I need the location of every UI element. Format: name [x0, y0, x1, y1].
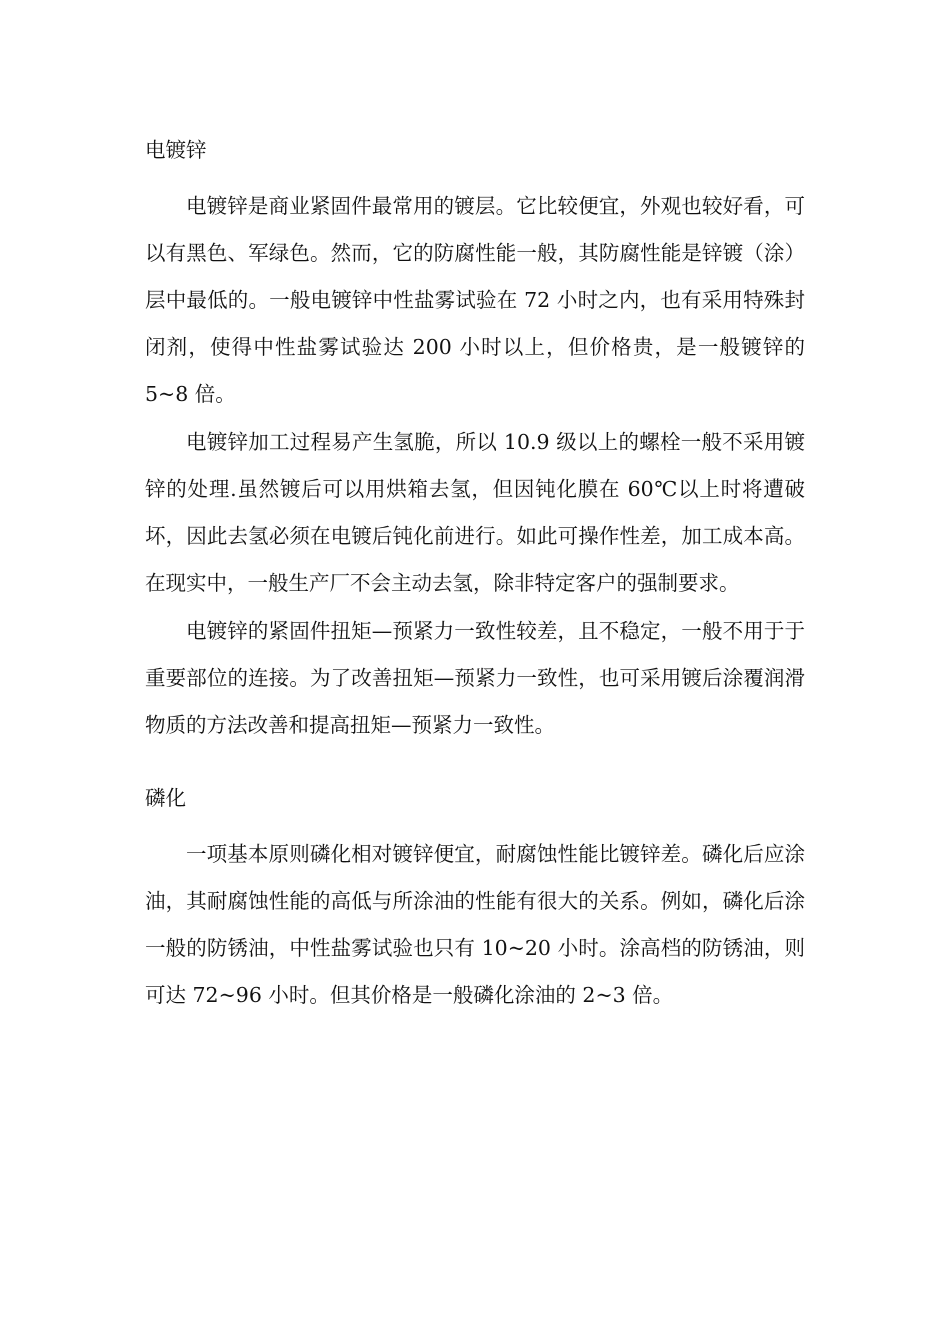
paragraph: 一项基本原则磷化相对镀锌便宜，耐腐蚀性能比镀锌差。磷化后应涂油，其耐腐蚀性能的高低与所涂油的性能有很大的关系。例如，磷化后涂一般的防锈油，中性盐雾试验也只有 10~20 小时。涂高档的防锈油，则可达 72~96 小时。但其价格是一般磷化涂油的 2~3 倍。: [145, 842, 805, 1007]
document-page: [145, 131, 805, 1019]
paragraph: 电镀锌的紧固件扭矩—预紧力一致性较差，且不稳定，一般不用于于重要部位的连接。为了改善扭矩—预紧力一致性，也可采用镀后涂覆润滑物质的方法改善和提高扭矩—预紧力一致性。: [145, 619, 805, 737]
paragraph: 电镀锌是商业紧固件最常用的镀层。它比较便宜，外观也较好看，可以有黑色、军绿色。然而，它的防腐性能一般，其防腐性能是锌镀（涂）层中最低的。一般电镀锌中性盐雾试验在 72 小时之内，也有采用特殊封闭剂，使得中性盐雾试验达 200 小时以上，但价格贵，是一般镀锌的 5~8 倍。: [145, 194, 805, 406]
section-phosphating: [145, 779, 805, 1019]
paragraph: 电镀锌加工过程易产生氢脆，所以 10.9 级以上的螺栓一般不采用镀锌的处理.虽然镀后可以用烘箱去氢，但因钝化膜在 60℃以上时将遭破坏，因此去氢必须在电镀后钝化前进行。如此可操作性差，加工成本高。在现实中，一般生产厂不会主动去氢，除非特定客户的强制要求。: [145, 430, 805, 595]
section-heading: 磷化: [145, 786, 186, 810]
section-electro-galvanizing: [145, 131, 805, 749]
section-heading: 电镀锌: [145, 138, 207, 162]
